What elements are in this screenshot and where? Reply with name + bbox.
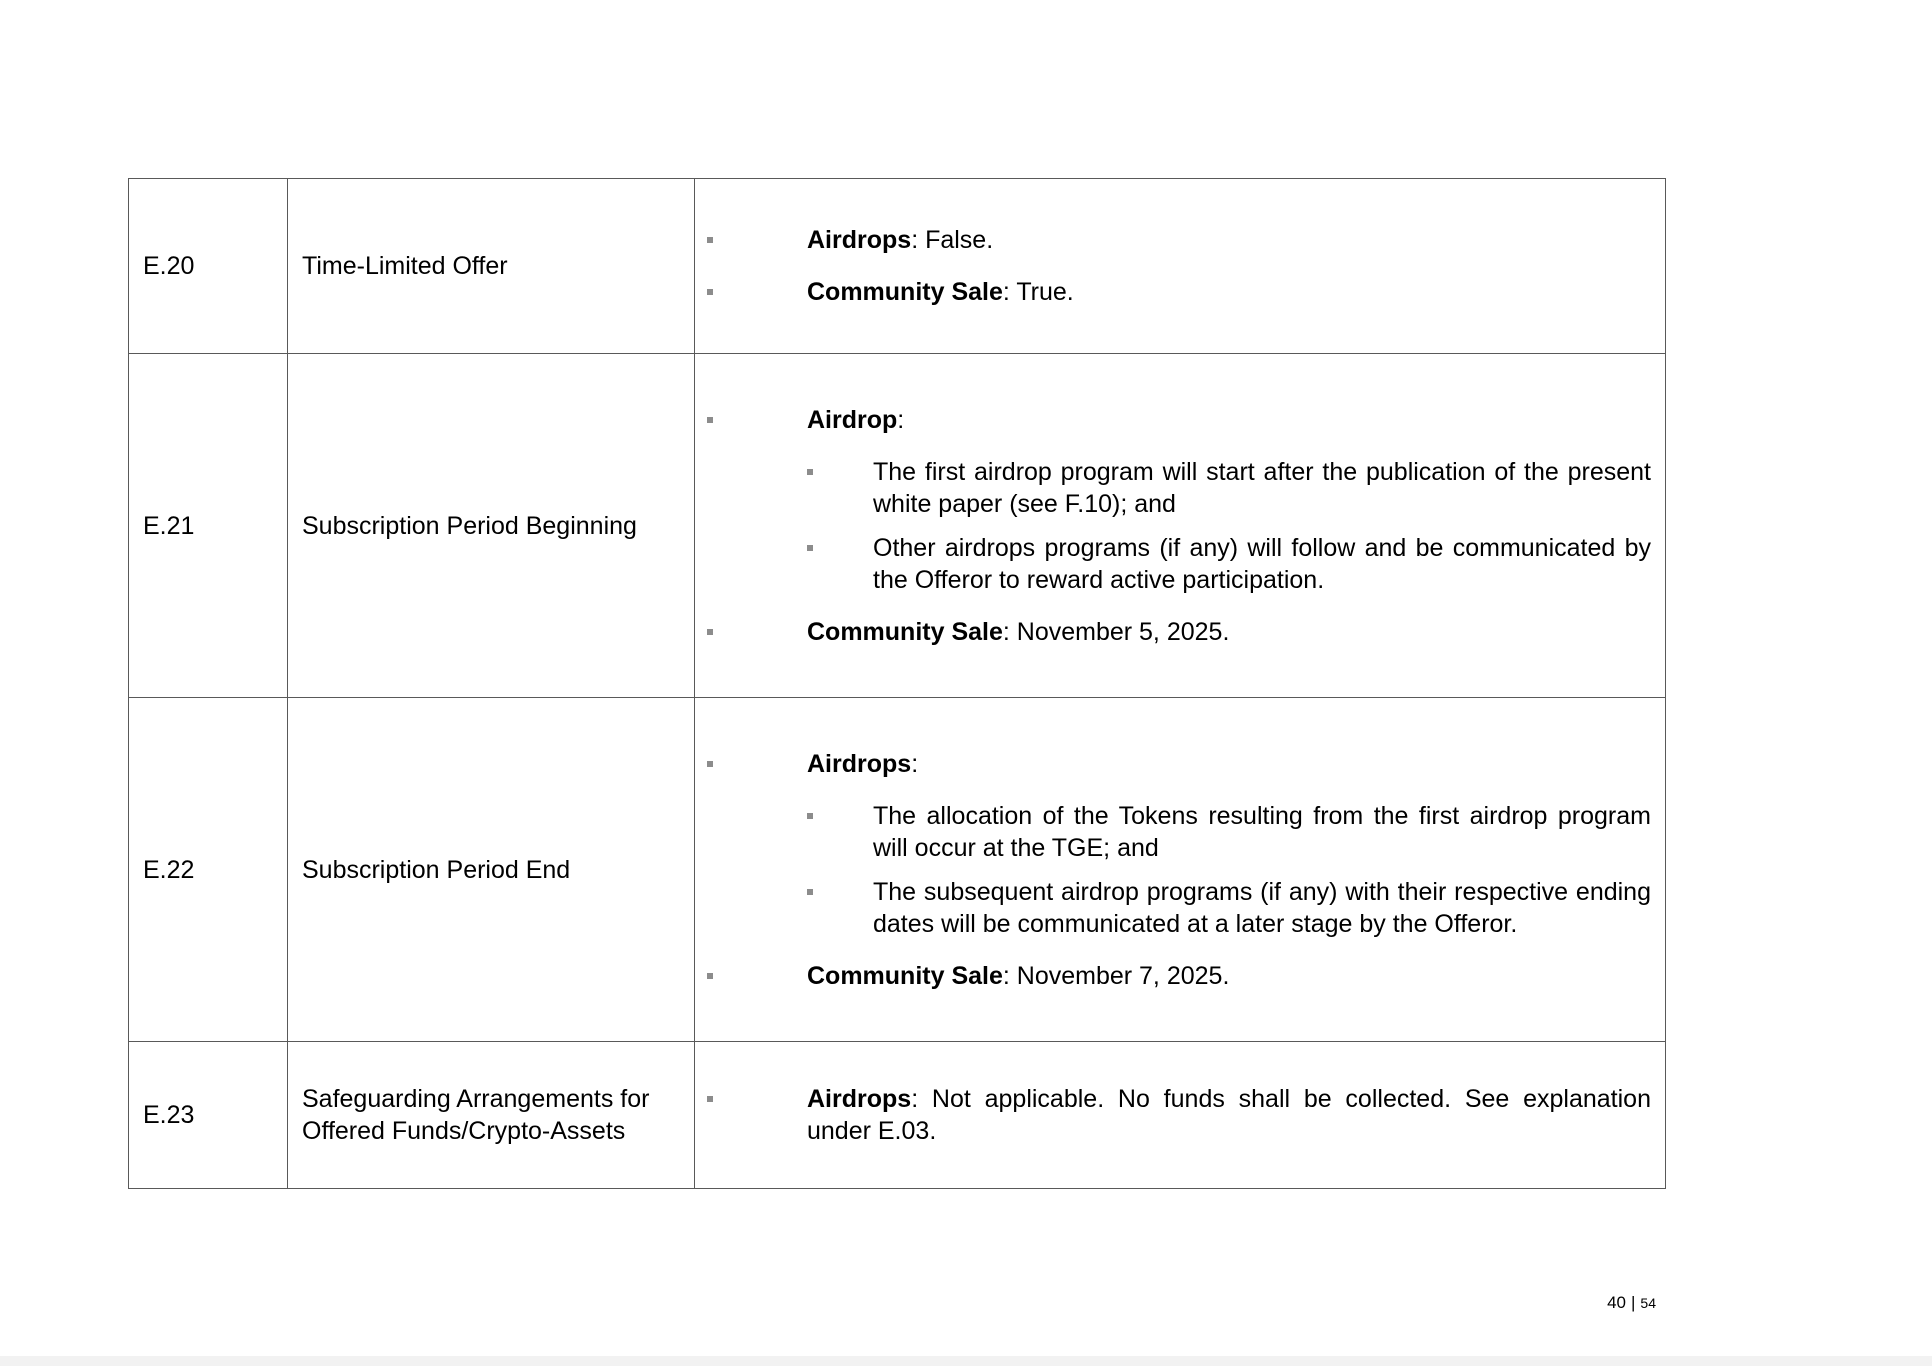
page-bottom-edge: [0, 1356, 1932, 1366]
table-row: [129, 698, 1666, 1042]
sub-list-item: [807, 876, 1651, 940]
sub-list: [807, 456, 1651, 596]
term: Community Sale: [807, 278, 1003, 306]
page-separator: |: [1631, 1293, 1636, 1312]
disclosure-table: [128, 178, 1666, 1189]
row-content: [695, 1042, 1666, 1189]
row-label: Safeguarding Arrangements for Offered Funds/Crypto-Assets: [288, 1042, 695, 1189]
sub-list-item: [807, 532, 1651, 596]
list-item: [707, 404, 1651, 436]
sub-list-item: [807, 456, 1651, 520]
page-current: 40: [1607, 1293, 1626, 1312]
list-item: [707, 616, 1651, 648]
row-content: [695, 698, 1666, 1042]
row-code: E.20: [129, 179, 288, 354]
square-bullet-icon: [707, 748, 807, 780]
term: Airdrops: [807, 226, 912, 254]
list-item: [707, 960, 1651, 992]
term: Airdrops: [807, 749, 912, 778]
sub-item-text: The subsequent airdrop programs (if any) with their respective ending dates will be communicated at a later stage by the Offeror.: [873, 877, 1651, 938]
term-value: : True.: [1002, 278, 1074, 306]
sub-item-text: Other airdrops programs (if any) will follow and be communicated by the Offeror to reward active participation.: [873, 533, 1651, 594]
term-value: : Not applicable. No funds shall be collected. See explanation under E.03.: [807, 1085, 1651, 1145]
square-bullet-icon: [807, 800, 873, 832]
square-bullet-icon: [707, 1083, 807, 1115]
term-value: : November 5, 2025.: [1002, 617, 1230, 646]
row-code: E.23: [129, 1042, 288, 1189]
list-item: [707, 224, 1651, 256]
row-content: [695, 354, 1666, 698]
term: Community Sale: [807, 617, 1003, 646]
sub-item-text: The first airdrop program will start after the publication of the present white paper (see F.10); and: [873, 457, 1651, 518]
row-code: E.21: [129, 354, 288, 698]
term: Airdrops: [807, 1085, 912, 1113]
square-bullet-icon: [807, 532, 873, 564]
list-item: [707, 1083, 1651, 1147]
square-bullet-icon: [707, 616, 807, 648]
page-number: [1607, 1292, 1656, 1314]
square-bullet-icon: [707, 404, 807, 436]
term: Community Sale: [807, 961, 1003, 990]
table-row: [129, 179, 1666, 354]
sub-item-text: The allocation of the Tokens resulting from the first airdrop program will occur at the TGE; and: [873, 801, 1651, 862]
row-label: Time-Limited Offer: [288, 179, 695, 354]
row-code: E.22: [129, 698, 288, 1042]
square-bullet-icon: [707, 224, 807, 256]
sub-list: [807, 800, 1651, 940]
table-row: [129, 1042, 1666, 1189]
square-bullet-icon: [707, 960, 807, 992]
row-label: Subscription Period Beginning: [288, 354, 695, 698]
term-value: : November 7, 2025.: [1002, 961, 1230, 990]
term: Airdrop: [807, 405, 898, 434]
term-value: :: [897, 405, 905, 434]
square-bullet-icon: [707, 276, 807, 308]
page-total: 54: [1640, 1295, 1656, 1311]
term-value: :: [911, 749, 919, 778]
row-label: Subscription Period End: [288, 698, 695, 1042]
list-item: [707, 276, 1651, 308]
row-content: [695, 179, 1666, 354]
list-item: [707, 748, 1651, 780]
square-bullet-icon: [807, 456, 873, 488]
term-value: : False.: [911, 226, 994, 254]
table-row: [129, 354, 1666, 698]
square-bullet-icon: [807, 876, 873, 908]
sub-list-item: [807, 800, 1651, 864]
